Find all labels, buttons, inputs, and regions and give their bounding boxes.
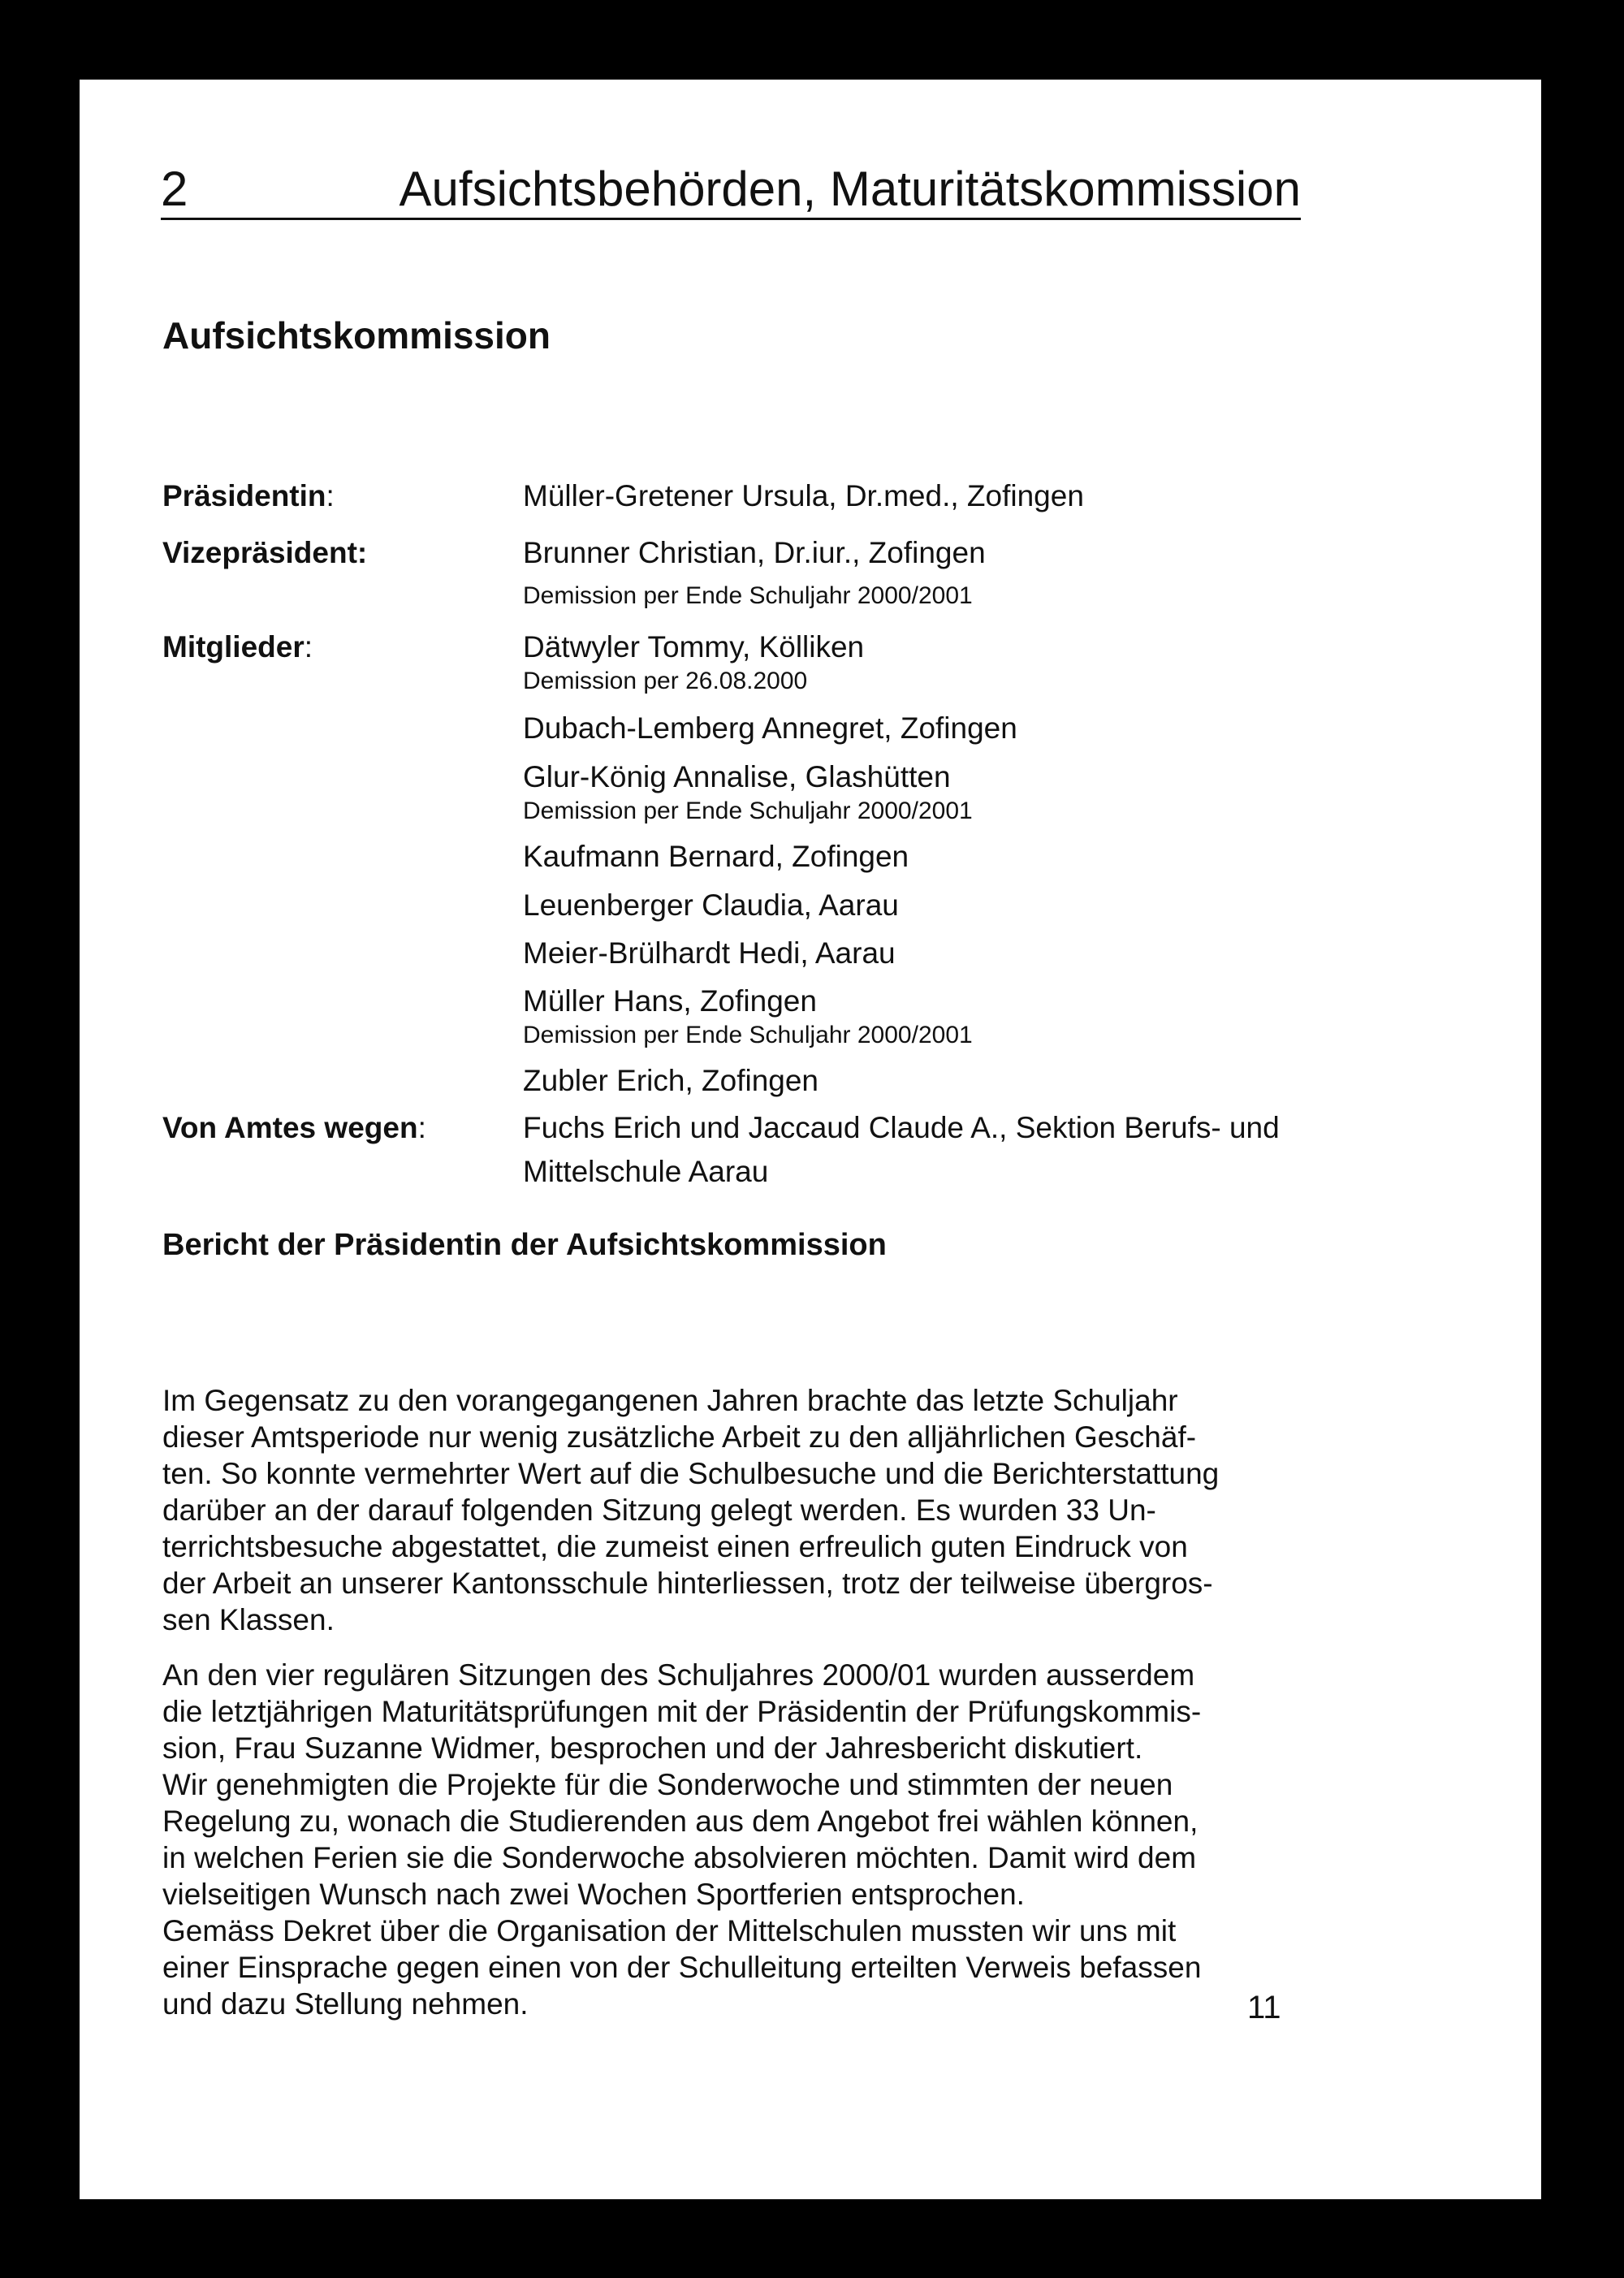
- report-paragraph-2: [162, 1657, 1301, 2022]
- text-line: der Arbeit an unserer Kantonsschule hinterliessen, trotz der teilweise übergros-: [162, 1567, 1213, 1600]
- text-line: Gemäss Dekret über die Organisation der Mittelschulen mussten wir uns mit: [162, 1914, 1177, 1947]
- text-line: Wir genehmigten die Projekte für die Sonderwoche und stimmten der neuen: [162, 1768, 1173, 1801]
- vice-president-note: Demission per Ende Schuljahr 2000/2001: [523, 582, 973, 609]
- page-number: 11: [1247, 1990, 1281, 2025]
- member-name: Dätwyler Tommy, Kölliken: [523, 630, 865, 664]
- text-line: vielseitigen Wunsch nach zwei Wochen Sportferien entsprochen.: [162, 1878, 1025, 1911]
- chapter-number: 2: [161, 162, 188, 216]
- member-name: Meier-Brülhardt Hedi, Aarau: [523, 936, 896, 970]
- text-line: Im Gegensatz zu den vorangegangenen Jahren brachte das letzte Schuljahr: [162, 1384, 1178, 1417]
- member-name: Müller Hans, Zofingen: [523, 984, 817, 1018]
- text-line: einer Einsprache gegen einen von der Schulleitung erteilten Verweis befassen: [162, 1951, 1202, 1984]
- member-name: Dubach-Lemberg Annegret, Zofingen: [523, 711, 1017, 745]
- member-name: Leuenberger Claudia, Aarau: [523, 888, 899, 922]
- chapter-title: Aufsichtsbehörden, Maturitätskommission: [399, 162, 1301, 216]
- member-name: Kaufmann Bernard, Zofingen: [523, 840, 909, 873]
- report-title: Bericht der Präsidentin der Aufsichtskommission: [162, 1228, 887, 1262]
- vice-president-name: Brunner Christian, Dr.iur., Zofingen: [523, 536, 986, 569]
- label-president: Präsidentin:: [162, 479, 335, 512]
- label-ex-officio: Von Amtes wegen:: [162, 1111, 426, 1144]
- text-line: dieser Amtsperiode nur wenig zusätzliche Arbeit zu den alljährlichen Geschäf-: [162, 1420, 1197, 1454]
- text-line: Regelung zu, wonach die Studierenden aus dem Angebot frei wählen können,: [162, 1805, 1199, 1838]
- text-line: und dazu Stellung nehmen.: [162, 1987, 529, 2021]
- report-paragraph-1: [162, 1382, 1301, 1638]
- text-line: An den vier regulären Sitzungen des Schuljahres 2000/01 wurden ausserdem: [162, 1658, 1195, 1692]
- ex-officio-line: Mittelschule Aarau: [523, 1155, 769, 1188]
- text-line: ten. So konnte vermehrter Wert auf die Schulbesuche und die Berichterstattung: [162, 1457, 1220, 1490]
- text-line: sion, Frau Suzanne Widmer, besprochen und der Jahresbericht diskutiert.: [162, 1731, 1143, 1765]
- chapter-heading: [161, 153, 1301, 220]
- text-line: sen Klassen.: [162, 1603, 335, 1636]
- text-line: terrichtsbesuche abgestattet, die zumeist einen erfreulich guten Eindruck von: [162, 1530, 1188, 1563]
- member-note: Demission per Ende Schuljahr 2000/2001: [523, 1022, 973, 1048]
- member-note: Demission per 26.08.2000: [523, 668, 808, 694]
- label-members: Mitglieder:: [162, 630, 313, 664]
- label-vice-president: Vizepräsident:: [162, 536, 368, 569]
- member-name: Zubler Erich, Zofingen: [523, 1064, 819, 1097]
- member-name: Glur-König Annalise, Glashütten: [523, 760, 951, 793]
- ex-officio-line: Fuchs Erich und Jaccaud Claude A., Sektion Berufs- und: [523, 1111, 1280, 1144]
- text-line: in welchen Ferien sie die Sonderwoche absolvieren möchten. Damit wird dem: [162, 1841, 1197, 1874]
- text-line: darüber an der darauf folgenden Sitzung gelegt werden. Es wurden 33 Un-: [162, 1493, 1156, 1527]
- text-line: die letztjährigen Maturitätsprüfungen mit der Präsidentin der Prüfungskommis-: [162, 1695, 1202, 1728]
- member-note: Demission per Ende Schuljahr 2000/2001: [523, 798, 973, 824]
- president-name: Müller-Gretener Ursula, Dr.med., Zofingen: [523, 479, 1084, 512]
- section-title: Aufsichtskommission: [162, 314, 551, 357]
